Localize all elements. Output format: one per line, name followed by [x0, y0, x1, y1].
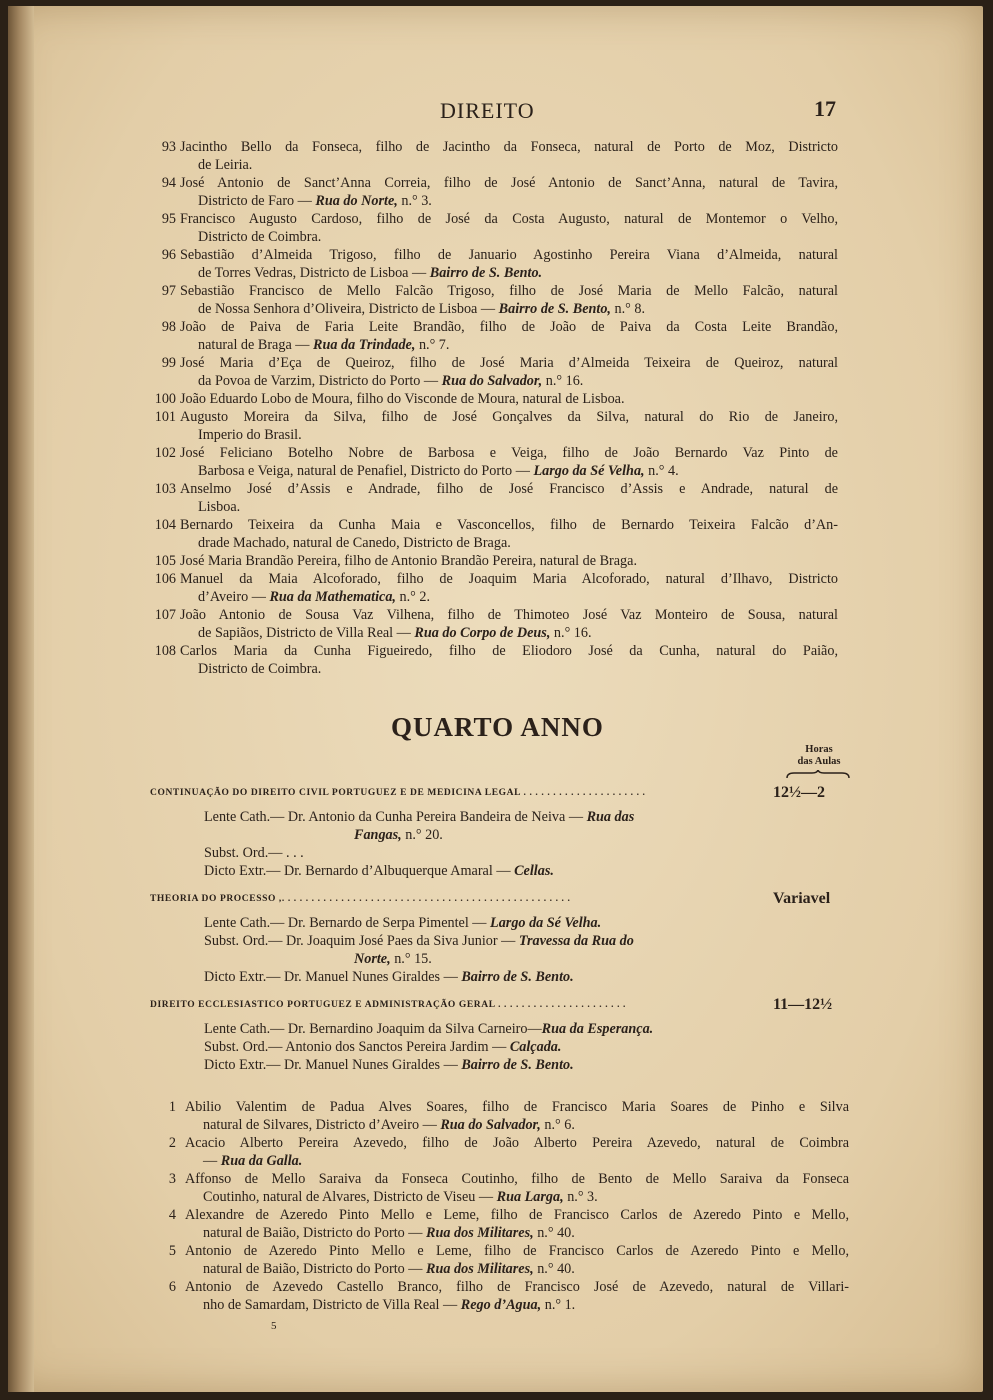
entry-line-1 [180, 174, 838, 192]
entry-line-1-text: José Antonio de Sanct’Anna Correia, filho de José Antonio de Sanct’Anna, natural de Tavira, [180, 175, 838, 191]
entry-line-1 [180, 246, 838, 264]
entry-line-2-text: de Sapiãos, Districto de Villa Real — [198, 625, 415, 641]
entry-number: 5 [168, 1243, 176, 1259]
entry-number: 6 [168, 1279, 176, 1295]
entry-text [180, 408, 838, 444]
entry-line-2-text: n.° 40. [533, 1261, 575, 1277]
faculty-address: Calçada. [509, 1039, 562, 1055]
entry-line-2 [185, 1116, 849, 1134]
entry-text [180, 354, 838, 390]
entry-line-1 [185, 1098, 849, 1116]
entry-line-1-text: João Eduardo Lobo de Moura, filho do Visconde de Moura, natural de Lisboa. [180, 391, 625, 407]
entry-line-1 [180, 606, 838, 624]
entry-number: 1 [168, 1099, 176, 1115]
street-address: Bairro de S. Bento, [498, 301, 611, 317]
entry-number: 4 [168, 1207, 176, 1223]
faculty-address: Bairro de S. Bento. [461, 969, 574, 985]
entry-line-2-text: natural de Baião, Districto do Porto — [203, 1225, 427, 1241]
entry-line-1 [185, 1170, 849, 1188]
entry-line-1-text: Bernardo Teixeira da Cunha Maia e Vasconcellos, filho de Bernardo Teixeira Falcão d’An- [180, 517, 838, 533]
entry-line-1 [180, 210, 838, 228]
faculty-role-name: Lente Cath.— Dr. Bernardo de Serpa Pimentel — [204, 915, 491, 931]
faculty-role-name: Lente Cath.— Dr. Bernardino Joaquim da Silva Carneiro— [204, 1021, 542, 1037]
entry-text [180, 606, 838, 642]
entry-line-2-text: n.° 2. [395, 589, 431, 605]
faculty-address-continued [204, 950, 634, 968]
entry-line-1 [180, 570, 838, 588]
faculty-line [204, 1056, 574, 1074]
faculty-address-continued [204, 826, 634, 844]
entry-line-2 [180, 498, 838, 516]
entry-line-2-text: Coutinho, natural de Alvares, Districto de Viseu — [203, 1189, 497, 1205]
entry-line-1-text: Sebastião Francisco de Mello Falcão Trigoso, filho de José Maria de Mello Falcão, natural [180, 283, 838, 299]
entry-line-2-text: Districto de Faro — [198, 193, 316, 209]
entry-line-1 [185, 1242, 849, 1260]
faculty-line [204, 1038, 561, 1056]
entry-line-2-text: Barbosa e Veiga, natural de Penafiel, Districto do Porto — [198, 463, 534, 479]
entry-text [185, 1206, 849, 1242]
faculty-address: Rua da Esperança. [541, 1021, 654, 1037]
entry-line-2 [180, 228, 838, 246]
entry-text [185, 1170, 849, 1206]
entry-line-2-text: drade Machado, natural de Canedo, Districto de Braga. [198, 535, 511, 551]
entry-number: 103 [154, 481, 176, 497]
entry-line-2-text: d’Aveiro — [198, 589, 270, 605]
entry-line-2-text: n.° 6. [540, 1117, 575, 1133]
entry-line-2-text: n.° 3. [563, 1189, 598, 1205]
faculty-address: Cellas. [514, 863, 554, 879]
entry-line-1-text: Antonio de Azevedo Castello Branco, filho de Francisco José de Azevedo, natural de Villari- [185, 1279, 849, 1295]
entry-line-1 [180, 408, 838, 426]
entry-line-2-text: natural de Silvares, Districto d’Aveiro — [203, 1117, 441, 1133]
hours-header-line2: das Aulas [797, 756, 841, 767]
entry-number: 93 [161, 139, 176, 155]
page-header [8, 98, 983, 128]
entry-line-1 [180, 318, 838, 336]
entry-line-2 [180, 156, 838, 174]
faculty-role-name: Subst. Ord.— Dr. Joaquim José Paes da Siva Junior — [204, 933, 519, 949]
entry-line-2 [180, 300, 838, 318]
street-address: Largo da Sé Velha, [533, 463, 645, 479]
entry-number: 100 [154, 391, 176, 407]
entry-text [185, 1278, 849, 1314]
course-hours: Variavel [773, 890, 831, 907]
entry-line-2-text: — [203, 1153, 221, 1169]
course-title: CONTINUAÇÃO DO DIREITO CIVIL PORTUGUEZ E DE MEDICINA LEGAL . . . . . . . . . . . . . . . . . . . . . [150, 788, 646, 798]
entry-line-1-text: Sebastião d’Almeida Trigoso, filho de Januario Agostinho Pereira Viana d’Almeida, natural [180, 247, 838, 263]
faculty-line [204, 932, 634, 968]
hours-column-header [784, 744, 854, 768]
entry-number: 94 [161, 175, 176, 191]
hours-brace [786, 770, 850, 780]
entry-line-1-text: José Feliciano Botelho Nobre de Barbosa e Veiga, filho de João Bernardo Vaz Pinto de [180, 445, 838, 461]
entry-line-2-text: n.° 40. [533, 1225, 575, 1241]
entry-line-2 [180, 624, 838, 642]
course-title: DIREITO ECCLESIASTICO PORTUGUEZ E ADMINISTRAÇÃO GERAL . . . . . . . . . . . . . . . . . . . . . . [150, 1000, 627, 1010]
entry-line-2 [180, 660, 838, 678]
street-address: Rua do Salvador, [441, 373, 543, 389]
faculty-role-name: Subst. Ord.— . . . [204, 845, 304, 861]
entry-line-1-text: Acacio Alberto Pereira Azevedo, filho de João Alberto Pereira Azevedo, natural de Coimbra [185, 1135, 849, 1151]
entry-line-2 [185, 1188, 849, 1206]
entry-line-1 [185, 1206, 849, 1224]
entry-text [180, 570, 838, 606]
entry-line-1 [180, 444, 838, 462]
signature-mark: 5 [271, 1320, 277, 1332]
entry-line-2-text: Imperio do Brasil. [198, 427, 302, 443]
entry-number: 107 [154, 607, 176, 623]
faculty-address: Bairro de S. Bento. [461, 1057, 574, 1073]
faculty-role-name: Dicto Extr.— Dr. Bernardo d’Albuquerque Amaral — [204, 863, 515, 879]
entry-line-2-text: de Leiria. [198, 157, 253, 173]
entry-line-1-text: Affonso de Mello Saraiva da Fonseca Coutinho, filho de Bento de Mello Saraiva da Fonseca [185, 1171, 849, 1187]
street-address: Rua do Norte, [315, 193, 398, 209]
entry-line-2 [185, 1224, 849, 1242]
entry-line-1 [180, 642, 838, 660]
entry-line-1-text: Alexandre de Azeredo Pinto Mello e Leme, filho de Francisco Carlos de Azeredo Pinto e Mello, [185, 1207, 849, 1223]
entry-text [180, 480, 838, 516]
entry-line-1-text: Manuel da Maia Alcoforado, filho de Joaquim Maria Alcoforado, natural d’Ilhavo, Districto [180, 571, 838, 587]
entry-text [180, 516, 838, 552]
entry-number: 105 [154, 553, 176, 569]
entry-line-2 [180, 372, 838, 390]
entry-number: 106 [154, 571, 176, 587]
entry-text [180, 552, 838, 570]
entry-line-1 [180, 282, 838, 300]
street-address: Rua da Trindade, [313, 337, 416, 353]
entry-number: 2 [168, 1135, 176, 1151]
entry-line-1-text: Anselmo José d’Assis e Andrade, filho de José Francisco d’Assis e Andrade, natural de [180, 481, 838, 497]
entry-line-2 [180, 462, 838, 480]
entry-line-1 [180, 552, 838, 570]
entry-text [185, 1098, 849, 1134]
entry-line-2-text: de Torres Vedras, Districto de Lisboa — [198, 265, 430, 281]
page-number: 17 [814, 96, 836, 121]
entry-line-2-text: Districto de Coimbra. [198, 229, 322, 245]
entry-line-1-text: Augusto Moreira da Silva, filho de José Gonçalves da Silva, natural do Rio de Janeiro, [180, 409, 838, 425]
entry-line-1-text: Francisco Augusto Cardoso, filho de José da Costa Augusto, natural de Montemor o Velho, [180, 211, 838, 227]
faculty-role-name: Subst. Ord.— Antonio dos Sanctos Pereira Jardim — [204, 1039, 510, 1055]
entry-line-2-text: n.° 4. [644, 463, 679, 479]
entry-text [180, 282, 838, 318]
faculty-address: Largo da Sé Velha. [490, 915, 602, 931]
entry-line-2 [185, 1260, 849, 1278]
running-head: DIREITO [440, 98, 535, 123]
street-address: Rua da Mathematica, [269, 589, 396, 605]
street-address: Bairro de S. Bento. [429, 265, 543, 281]
entry-line-2 [180, 264, 838, 282]
entry-line-1-text: João Antonio de Sousa Vaz Vilhena, filho de Thimoteo José Vaz Monteiro de Sousa, natural [180, 607, 838, 623]
faculty-line [204, 844, 304, 862]
faculty-address: Travessa da Rua do [518, 933, 634, 949]
entry-line-1 [185, 1278, 849, 1296]
faculty-address-street: Fangas, [354, 827, 402, 843]
entry-line-2 [180, 534, 838, 552]
entry-line-2 [180, 588, 838, 606]
entry-line-2-text: n.° 3. [397, 193, 432, 209]
entry-line-2-text: n.° 16. [542, 373, 584, 389]
entry-line-2 [180, 336, 838, 354]
entry-number: 3 [168, 1171, 176, 1187]
entry-line-2-text: n.° 8. [610, 301, 646, 317]
entry-text [180, 174, 838, 210]
entry-line-2 [180, 192, 838, 210]
entry-line-2-text: Districto de Coimbra. [198, 661, 322, 677]
entry-line-1 [180, 480, 838, 498]
entry-number: 95 [161, 211, 176, 227]
entry-line-2-text: n.° 7. [415, 337, 450, 353]
entry-number: 108 [154, 643, 176, 659]
section-title: QUARTO ANNO [391, 712, 604, 742]
faculty-line [204, 914, 601, 932]
entry-text [180, 246, 838, 282]
entry-line-1 [180, 516, 838, 534]
entry-number: 97 [161, 283, 176, 299]
entry-text [185, 1242, 849, 1278]
entry-text [180, 390, 838, 408]
entry-text [180, 210, 838, 246]
entry-line-2-text: da Povoa de Varzim, Districto do Porto — [198, 373, 442, 389]
faculty-role-name: Dicto Extr.— Dr. Manuel Nunes Giraldes — [204, 1057, 462, 1073]
entry-line-2-text: n.° 16. [550, 625, 592, 641]
entry-text [185, 1134, 849, 1170]
entry-line-1-text: Abilio Valentim de Padua Alves Soares, filho de Francisco Maria Soares de Pinho e Silva [185, 1099, 849, 1115]
street-address: Rua do Salvador, [440, 1117, 541, 1133]
course-hours: 12½—2 [773, 784, 825, 801]
entry-number: 104 [154, 517, 176, 533]
entry-line-1 [185, 1134, 849, 1152]
street-address: Rua dos Militares, [426, 1261, 534, 1277]
entry-line-1-text: Jacintho Bello da Fonseca, filho de Jacintho da Fonseca, natural de Porto de Moz, Districto [180, 139, 838, 155]
entry-line-2-text: nho de Samardam, Districto de Villa Real — [203, 1297, 461, 1313]
faculty-role-name: Lente Cath.— Dr. Antonio da Cunha Pereira Bandeira de Neiva — [204, 809, 587, 825]
entry-line-2-text: natural de Baião, Districto do Porto — [203, 1261, 427, 1277]
entry-line-2-text: de Nossa Senhora d’Oliveira, Districto de Lisboa — [198, 301, 499, 317]
entry-number: 96 [161, 247, 176, 263]
entry-number: 102 [154, 445, 176, 461]
entry-line-1-text: José Maria d’Eça de Queiroz, filho de José Maria d’Almeida Teixeira de Queiroz, natural [180, 355, 838, 371]
street-address: Rua dos Militares, [426, 1225, 534, 1241]
street-address: Rua da Galla. [220, 1153, 303, 1169]
entry-line-2-text: natural de Braga — [198, 337, 314, 353]
hours-header-line1: Horas [805, 744, 833, 755]
entry-line-2 [185, 1296, 849, 1314]
entry-text [180, 444, 838, 480]
entry-line-1-text: Antonio de Azeredo Pinto Mello e Leme, filho de Francisco Carlos de Azeredo Pinto e Mello, [185, 1243, 849, 1259]
faculty-address-number: n.° 20. [401, 827, 443, 843]
faculty-line [204, 862, 554, 880]
entry-line-2-text: Lisboa. [198, 499, 241, 515]
entry-text [180, 138, 838, 174]
entry-number: 99 [161, 355, 176, 371]
entry-number: 98 [161, 319, 176, 335]
faculty-role-name: Dicto Extr.— Dr. Manuel Nunes Giraldes — [204, 969, 462, 985]
street-address: Rua Larga, [496, 1189, 564, 1205]
faculty-line [204, 1020, 653, 1038]
entry-line-2-text: n.° 1. [541, 1297, 576, 1313]
entry-line-1-text: João de Paiva de Faria Leite Brandão, filho de João de Paiva da Costa Leite Brandão, [180, 319, 838, 335]
faculty-line [204, 968, 574, 986]
entry-line-1 [180, 354, 838, 372]
entry-line-1-text: José Maria Brandão Pereira, filho de Antonio Brandão Pereira, natural de Braga. [180, 553, 637, 569]
entry-text [180, 318, 838, 354]
faculty-line [204, 808, 634, 844]
entry-line-2 [185, 1152, 849, 1170]
course-title: THEORIA DO PROCESSO ,. . . . . . . . . . . . . . . . . . . . . . . . . . . . . . . . . . . . . . . . . . . . . . . . . [150, 894, 571, 904]
course-hours: 11—12½ [773, 996, 833, 1013]
faculty-address: Rua das [586, 809, 635, 825]
entry-line-1 [180, 390, 838, 408]
faculty-address-number: n.° 15. [390, 951, 432, 967]
faculty-address-street: Norte, [354, 951, 391, 967]
street-address: Rua do Corpo de Deus, [414, 625, 551, 641]
entry-text [180, 642, 838, 678]
entry-line-1-text: Carlos Maria da Cunha Figueiredo, filho de Eliodoro José da Cunha, natural do Paião, [180, 643, 838, 659]
book-page [8, 6, 983, 1392]
entry-line-1 [180, 138, 838, 156]
street-address: Rego d’Agua, [460, 1297, 542, 1313]
entry-number: 101 [154, 409, 176, 425]
entry-line-2 [180, 426, 838, 444]
